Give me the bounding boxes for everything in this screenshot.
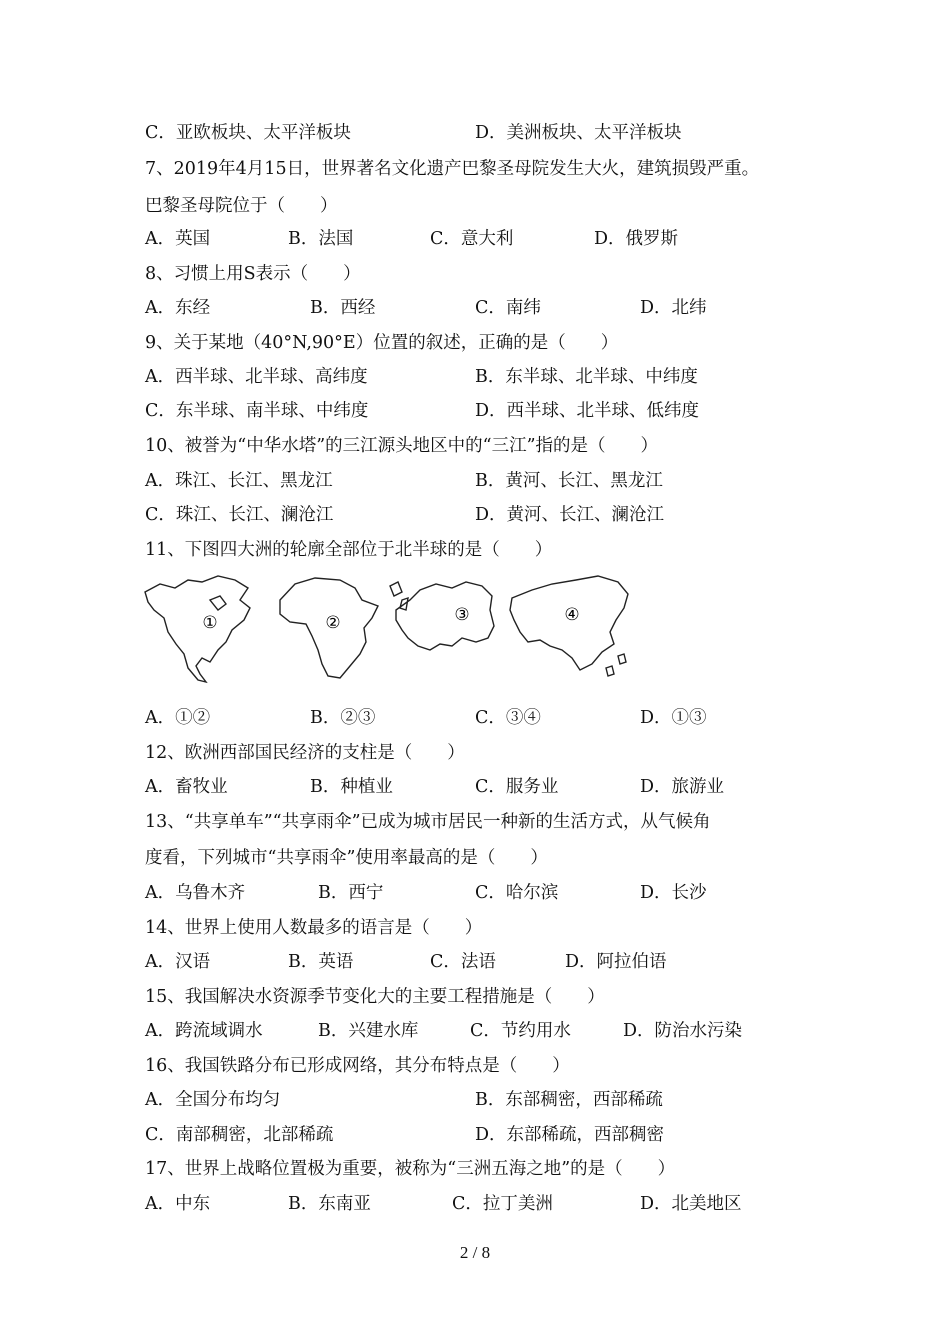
q13-option-b: B．西宁 — [318, 883, 384, 903]
q10-option-b: B．黄河、长江、黑龙江 — [475, 471, 663, 491]
q14-option-d: D．阿拉伯语 — [565, 952, 667, 972]
q10-stem: 10、被誉为“中华水塔”的三江源头地区中的“三江”指的是（ ） — [145, 436, 659, 456]
q14-option-c: C．法语 — [430, 952, 496, 972]
q8-option-d: D．北纬 — [640, 298, 707, 318]
q9-option-a: A．西半球、北半球、高纬度 — [145, 367, 368, 387]
q7-option-c: C．意大利 — [430, 229, 514, 249]
q15-option-c: C．节约用水 — [470, 1021, 571, 1041]
q14-option-b: B．英语 — [288, 952, 354, 972]
q10-option-d: D．黄河、长江、澜沧江 — [475, 505, 665, 525]
q16-option-a: A．全国分布均匀 — [145, 1090, 281, 1110]
q17-option-a: A．中东 — [145, 1194, 211, 1214]
q12-option-d: D．旅游业 — [640, 777, 725, 797]
europe-outline — [390, 582, 494, 650]
q15-option-b: B．兴建水库 — [318, 1021, 419, 1041]
map-label-1: ① — [202, 613, 218, 633]
q8-stem: 8、习惯上用S表示（ ） — [145, 264, 361, 284]
q12-option-a: A．畜牧业 — [145, 777, 228, 797]
q15-stem: 15、我国解决水资源季节变化大的主要工程措施是（ ） — [145, 987, 605, 1007]
q9-option-d: D．西半球、北半球、低纬度 — [475, 401, 700, 421]
q12-option-b: B．种植业 — [310, 777, 393, 797]
map-label-2: ② — [325, 613, 341, 633]
q9-option-c: C．东半球、南半球、中纬度 — [145, 401, 369, 421]
q6-option-c: C．亚欧板块、太平洋板块 — [145, 123, 351, 143]
q13-stem-line1: 13、“共享单车”“共享雨伞”已成为城市居民一种新的生活方式，从气候角 — [145, 812, 711, 832]
continents-figure — [140, 570, 635, 690]
q8-option-b: B．西经 — [310, 298, 376, 318]
q11-option-b: B．②③ — [310, 708, 376, 728]
q6-option-d: D．美洲板块、太平洋板块 — [475, 123, 682, 143]
q15-option-d: D．防治水污染 — [623, 1021, 743, 1041]
q11-option-a: A．①② — [145, 708, 211, 728]
q11-option-c: C．③④ — [475, 708, 541, 728]
q13-stem-line2: 度看，下列城市“共享雨伞”使用率最高的是（ ） — [145, 848, 548, 868]
q7-option-b: B．法国 — [288, 229, 354, 249]
q13-option-d: D．长沙 — [640, 883, 707, 903]
q14-stem: 14、世界上使用人数最多的语言是（ ） — [145, 918, 483, 938]
q15-option-a: A．跨流域调水 — [145, 1021, 263, 1041]
q17-option-b: B．东南亚 — [288, 1194, 371, 1214]
q17-option-c: C．拉丁美洲 — [452, 1194, 553, 1214]
q9-stem: 9、关于某地（40°N,90°E）位置的叙述，正确的是（ ） — [145, 333, 619, 353]
q8-option-c: C．南纬 — [475, 298, 541, 318]
q11-stem: 11、下图四大洲的轮廓全部位于北半球的是（ ） — [145, 540, 553, 560]
q7-option-d: D．俄罗斯 — [594, 229, 679, 249]
q10-option-c: C．珠江、长江、澜沧江 — [145, 505, 334, 525]
asia-outline — [510, 576, 628, 676]
q16-option-b: B．东部稠密，西部稀疏 — [475, 1090, 663, 1110]
q11-option-d: D．①③ — [640, 708, 707, 728]
q7-stem-line1: 7、2019年4月15日，世界著名文化遗产巴黎圣母院发生大火，建筑损毁严重。 — [145, 159, 760, 179]
q7-option-a: A．英国 — [145, 229, 211, 249]
q10-option-a: A．珠江、长江、黑龙江 — [145, 471, 333, 491]
q12-stem: 12、欧洲西部国民经济的支柱是（ ） — [145, 743, 465, 763]
q16-option-d: D．东部稀疏，西部稠密 — [475, 1125, 665, 1145]
map-label-3: ③ — [454, 605, 470, 625]
q17-option-d: D．北美地区 — [640, 1194, 742, 1214]
page-number: 2 / 8 — [459, 1243, 491, 1262]
q13-option-a: A．乌鲁木齐 — [145, 883, 246, 903]
q14-option-a: A．汉语 — [145, 952, 211, 972]
q7-stem-line2: 巴黎圣母院位于（ ） — [145, 196, 338, 216]
q16-stem: 16、我国铁路分布已形成网络，其分布特点是（ ） — [145, 1056, 570, 1076]
q9-option-b: B．东半球、北半球、中纬度 — [475, 367, 698, 387]
map-label-4: ④ — [564, 605, 580, 625]
q13-option-c: C．哈尔滨 — [475, 883, 559, 903]
q16-option-c: C．南部稠密，北部稀疏 — [145, 1125, 334, 1145]
q8-option-a: A．东经 — [145, 298, 211, 318]
north-america-outline — [145, 576, 250, 682]
q12-option-c: C．服务业 — [475, 777, 559, 797]
q17-stem: 17、世界上战略位置极为重要，被称为“三洲五海之地”的是（ ） — [145, 1159, 676, 1179]
